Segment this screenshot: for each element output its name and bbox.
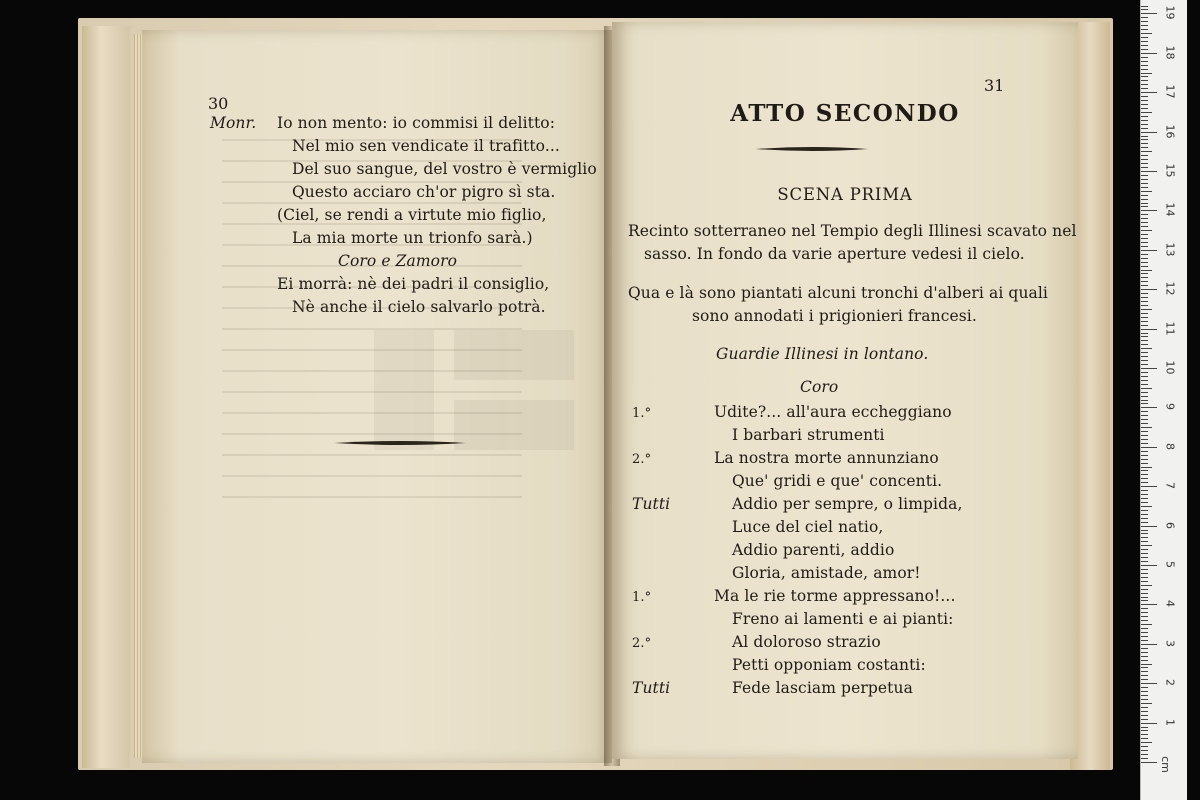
ruler-tick [1141,301,1148,302]
ruler-tick [1141,636,1148,637]
ruler-tick [1141,541,1148,542]
ruler-number: 10 [1163,360,1177,375]
ruler-tick [1141,597,1148,598]
right-page [612,22,1078,759]
ruler-tick [1141,545,1152,546]
ruler-tick [1141,628,1148,629]
ruler-tick [1141,640,1148,641]
ruler-tick [1141,407,1157,408]
ruler-tick [1141,195,1148,196]
ruler-tick [1141,270,1152,271]
ruler-tick [1141,305,1148,306]
ruler-tick [1141,380,1148,381]
ruler-number: 17 [1163,84,1177,99]
ruler-tick [1141,738,1148,739]
ruler-tick [1141,600,1148,601]
ruler-tick [1141,691,1148,692]
ruler-tick [1141,344,1148,345]
ruler-tick [1141,415,1148,416]
ruler-number: 14 [1163,202,1177,217]
verse-speaker: Tutti [632,679,671,697]
ruler-tick [1141,254,1148,255]
ruler-tick [1141,92,1157,93]
ruler-tick [1141,762,1157,763]
ruler-tick [1141,364,1148,365]
ruler-tick [1141,581,1148,582]
verse-line: Questo acciaro ch'or pigro sì sta. [292,183,556,201]
ruler-tick [1141,734,1148,735]
cover-left-edge [82,26,130,768]
ruler-tick [1141,589,1148,590]
ruler-number: 19 [1163,5,1177,20]
ruler-tick [1141,667,1148,668]
verse-line: Que' gridi e que' concenti. [732,472,943,490]
ruler-number: 15 [1163,163,1177,178]
ruler-tick [1141,33,1152,34]
ruler-tick [1141,687,1148,688]
ruler-tick [1141,577,1148,578]
ruler-tick [1141,309,1152,310]
ruler-tick [1141,179,1148,180]
scene-description-line: sono annodati i prigionieri francesi. [692,307,977,325]
ruler-tick [1141,143,1148,144]
ruler-tick [1141,526,1157,527]
ruler-tick [1141,218,1148,219]
verse-line: Nel mio sen vendicate il trafitto... [292,137,560,155]
ruler-tick [1141,297,1148,298]
page-number: 30 [208,94,229,113]
ruler-tick [1141,486,1157,487]
ruler-tick [1141,333,1148,334]
ruler-tick [1141,289,1157,290]
ruler-tick [1141,569,1148,570]
ruler-tick [1141,210,1157,211]
ruler-tick [1141,155,1148,156]
ruler-tick [1141,660,1148,661]
ruler-tick [1141,435,1148,436]
ruler-tick [1141,65,1148,66]
ruler-tick [1141,711,1148,712]
ruler-tick [1141,151,1152,152]
ruler-tick [1141,136,1148,137]
ruler-tick [1141,490,1148,491]
ruler-tick [1141,128,1148,129]
ruler-tick [1141,238,1148,239]
verse-speaker: 1.° [632,590,652,605]
act-title: ATTO SECONDO [730,100,960,127]
verse-speaker: 2.° [632,452,652,467]
ruler-tick [1141,467,1152,468]
ruler-tick [1141,502,1148,503]
ruler-tick [1141,506,1152,507]
stage-direction: Coro e Zamoro [338,252,458,270]
ruler-tick [1141,644,1157,645]
ruler-tick [1141,29,1148,30]
ruler-tick [1141,585,1152,586]
ruler-tick [1141,258,1148,259]
verse-speaker: 1.° [632,406,652,421]
ruler-tick [1141,561,1148,562]
verse-line: La nostra morte annunziano [714,449,939,467]
ruler-tick [1141,360,1148,361]
verse-speaker: Tutti [632,495,671,513]
ruler-tick [1141,230,1152,231]
ruler-tick [1141,285,1148,286]
ruler-tick [1141,482,1148,483]
ruler-number: 8 [1163,442,1177,450]
ruler-tick [1141,612,1148,613]
verse-line: Freno ai lamenti e ai pianti: [732,610,954,628]
stage-direction: Guardie Illinesi in lontano. [716,345,929,363]
ruler-number: 12 [1163,281,1177,296]
ruler-tick [1141,242,1148,243]
ruler-tick [1141,463,1148,464]
ruler-tick [1141,388,1152,389]
ruler-tick [1141,447,1157,448]
ruler-tick [1141,423,1148,424]
ruler-tick [1141,478,1148,479]
ruler-tick [1141,703,1152,704]
ruler-tick [1141,707,1148,708]
ruler-tick [1141,565,1157,566]
ruler-tick [1141,21,1148,22]
ruler-number: 3 [1163,639,1177,647]
verse-line: Ei morrà: nè dei padri il consiglio, [277,275,550,293]
ruler-tick [1141,368,1157,369]
ruler-number: 16 [1163,124,1177,139]
show-through-text [222,120,522,680]
ruler-tick [1141,723,1157,724]
ruler-tick [1141,45,1148,46]
left-page [142,30,612,763]
ruler-tick [1141,474,1148,475]
ruler-number: 6 [1163,521,1177,529]
ruler-tick [1141,61,1148,62]
ruler-tick [1141,57,1148,58]
ruler-tick [1141,510,1148,511]
ruler-tick [1141,17,1148,18]
ruler-tick [1141,234,1148,235]
verse-line: Fede lasciam perpetua [732,679,913,697]
ruler-tick [1141,557,1148,558]
ruler-tick [1141,553,1148,554]
ruler-number: 9 [1163,403,1177,411]
ruler-tick [1141,742,1152,743]
ruler-tick [1141,427,1152,428]
verse-line: I barbari strumenti [732,426,885,444]
ruler-tick [1141,199,1148,200]
ruler-tick [1141,683,1157,684]
verse-line: Petti opponiam costanti: [732,656,926,674]
ruler-tick [1141,262,1148,263]
ruler-tick [1141,522,1148,523]
ruler-tick [1141,451,1148,452]
ruler-tick [1141,281,1148,282]
ruler-tick [1141,96,1148,97]
ruler-tick [1141,533,1148,534]
ruler-tick [1141,439,1148,440]
ruler-tick [1141,277,1148,278]
measurement-ruler [1140,0,1187,800]
ruler-tick [1141,699,1148,700]
ruler-tick [1141,616,1148,617]
ruler-tick [1141,84,1148,85]
ruler-tick [1141,273,1148,274]
ruler-tick [1141,25,1148,26]
ruler-tick [1141,175,1148,176]
end-ornament [334,440,466,446]
ruler-tick [1141,132,1157,133]
scene-description-line: Qua e là sono piantati alcuni tronchi d'alberi ai quali [628,284,1048,302]
ruler-tick [1141,758,1148,759]
ruler-tick [1141,147,1148,148]
ruler-tick [1141,348,1152,349]
ruler-tick [1141,443,1148,444]
ruler-number: 1 [1163,718,1177,726]
ruler-tick [1141,100,1148,101]
ruler-number: 11 [1163,321,1177,336]
ruler-tick [1141,537,1148,538]
verse-line: (Ciel, se rendi a virtute mio figlio, [277,206,547,224]
ruler-tick [1141,124,1148,125]
ruler-tick [1141,191,1152,192]
verse-line: Al doloroso strazio [732,633,881,651]
ruler-number: 5 [1163,561,1177,568]
ruler-tick [1141,80,1148,81]
ruler-tick [1141,37,1148,38]
ruler-tick [1141,246,1148,247]
ruler-tick [1141,112,1152,113]
ruler-tick [1141,167,1148,168]
ruler-number: 4 [1163,600,1177,608]
ruler-tick [1141,13,1157,14]
verse-line: Nè anche il cielo salvarlo potrà. [292,298,546,316]
ruler-tick [1141,514,1148,515]
verse-line: Addio per sempre, o limpida, [732,495,963,513]
speaker-name: Monr. [210,114,257,132]
ruler-tick [1141,336,1148,337]
ruler-tick [1141,187,1148,188]
ruler-tick [1141,104,1148,105]
ruler-tick [1141,116,1148,117]
ruler-unit-label: cm [1158,756,1172,773]
ruler-tick [1141,656,1148,657]
ruler-tick [1141,214,1148,215]
ruler-tick [1141,384,1148,385]
ruler-tick [1141,356,1148,357]
ruler-tick [1141,321,1148,322]
ruler-tick [1141,620,1148,621]
verse-line: Udite?... all'aura eccheggiano [714,403,952,421]
ruler-tick [1141,719,1148,720]
ruler-number: 18 [1163,45,1177,60]
ruler-tick [1141,727,1148,728]
ruler-tick [1141,250,1157,251]
ruler-tick [1141,470,1148,471]
ruler-tick [1141,76,1148,77]
ruler-tick [1141,400,1148,401]
scene-description-line: Recinto sotterraneo nel Tempio degli Illinesi scavato nel [628,222,1077,240]
title-ornament [756,146,868,152]
ruler-tick [1141,604,1157,605]
ruler-tick [1141,120,1148,121]
ruler-tick [1141,340,1148,341]
ruler-tick [1141,6,1148,7]
ruler-tick [1141,664,1152,665]
ruler-number: 2 [1163,679,1177,687]
verse-speaker: 2.° [632,636,652,651]
ruler-tick [1141,293,1148,294]
ruler-tick [1141,159,1148,160]
ruler-tick [1141,679,1148,680]
ruler-tick [1141,648,1148,649]
ruler-tick [1141,730,1148,731]
ruler-tick [1141,73,1152,74]
ruler-tick [1141,750,1148,751]
ruler-tick [1141,675,1148,676]
ruler-tick [1141,53,1157,54]
ruler-tick [1141,41,1148,42]
verse-line: La mia morte un trionfo sarà.) [292,229,533,247]
ruler-tick [1141,624,1152,625]
ruler-tick [1141,652,1148,653]
ruler-tick [1141,411,1148,412]
verse-line: Luce del ciel natio, [732,518,884,536]
ruler-tick [1141,226,1148,227]
ruler-tick [1141,593,1148,594]
scene-description-line: sasso. In fondo da varie aperture vedesi il cielo. [644,245,1025,263]
ruler-number: 7 [1163,482,1177,490]
ruler-tick [1141,431,1148,432]
ruler-tick [1141,325,1148,326]
ruler-tick [1141,530,1148,531]
verse-line: Del suo sangue, del vostro è vermiglio [292,160,597,178]
ruler-tick [1141,392,1148,393]
ruler-tick [1141,671,1148,672]
ruler-tick [1141,49,1148,50]
ruler-tick [1141,329,1157,330]
ruler-tick [1141,88,1148,89]
ruler-tick [1141,352,1148,353]
ruler-tick [1141,403,1148,404]
verse-line: Io non mento: io commisi il delitto: [277,114,556,132]
ruler-tick [1141,396,1148,397]
ruler-tick [1141,459,1148,460]
ruler-tick [1141,754,1148,755]
chorus-heading: Coro [800,378,839,396]
ruler-tick [1141,69,1148,70]
ruler-tick [1141,163,1148,164]
ruler-tick [1141,206,1148,207]
scene-title: SCENA PRIMA [777,185,913,204]
ruler-tick [1141,695,1148,696]
verse-line: Ma le rie torme appressano!... [714,587,956,605]
ruler-tick [1141,455,1148,456]
ruler-number: 13 [1163,242,1177,257]
ruler-tick [1141,313,1148,314]
ruler-tick [1141,9,1148,10]
ruler-tick [1141,266,1148,267]
ruler-tick [1141,608,1148,609]
ruler-tick [1141,222,1148,223]
ruler-tick [1141,317,1148,318]
ruler-tick [1141,183,1148,184]
ruler-tick [1141,494,1148,495]
ruler-tick [1141,498,1148,499]
verse-line: Gloria, amistade, amor! [732,564,921,582]
ruler-tick [1141,139,1148,140]
ruler-tick [1141,171,1157,172]
ruler-tick [1141,376,1148,377]
ruler-tick [1141,746,1148,747]
ruler-tick [1141,372,1148,373]
library-watermark [374,330,574,450]
ruler-tick [1141,632,1148,633]
verse-line: Addio parenti, addio [732,541,895,559]
page-number: 31 [984,76,1005,95]
ruler-tick [1141,203,1148,204]
ruler-tick [1141,108,1148,109]
ruler-tick [1141,549,1148,550]
ruler-tick [1141,573,1148,574]
ruler-tick [1141,518,1148,519]
ruler-tick [1141,419,1148,420]
ruler-tick [1141,715,1148,716]
